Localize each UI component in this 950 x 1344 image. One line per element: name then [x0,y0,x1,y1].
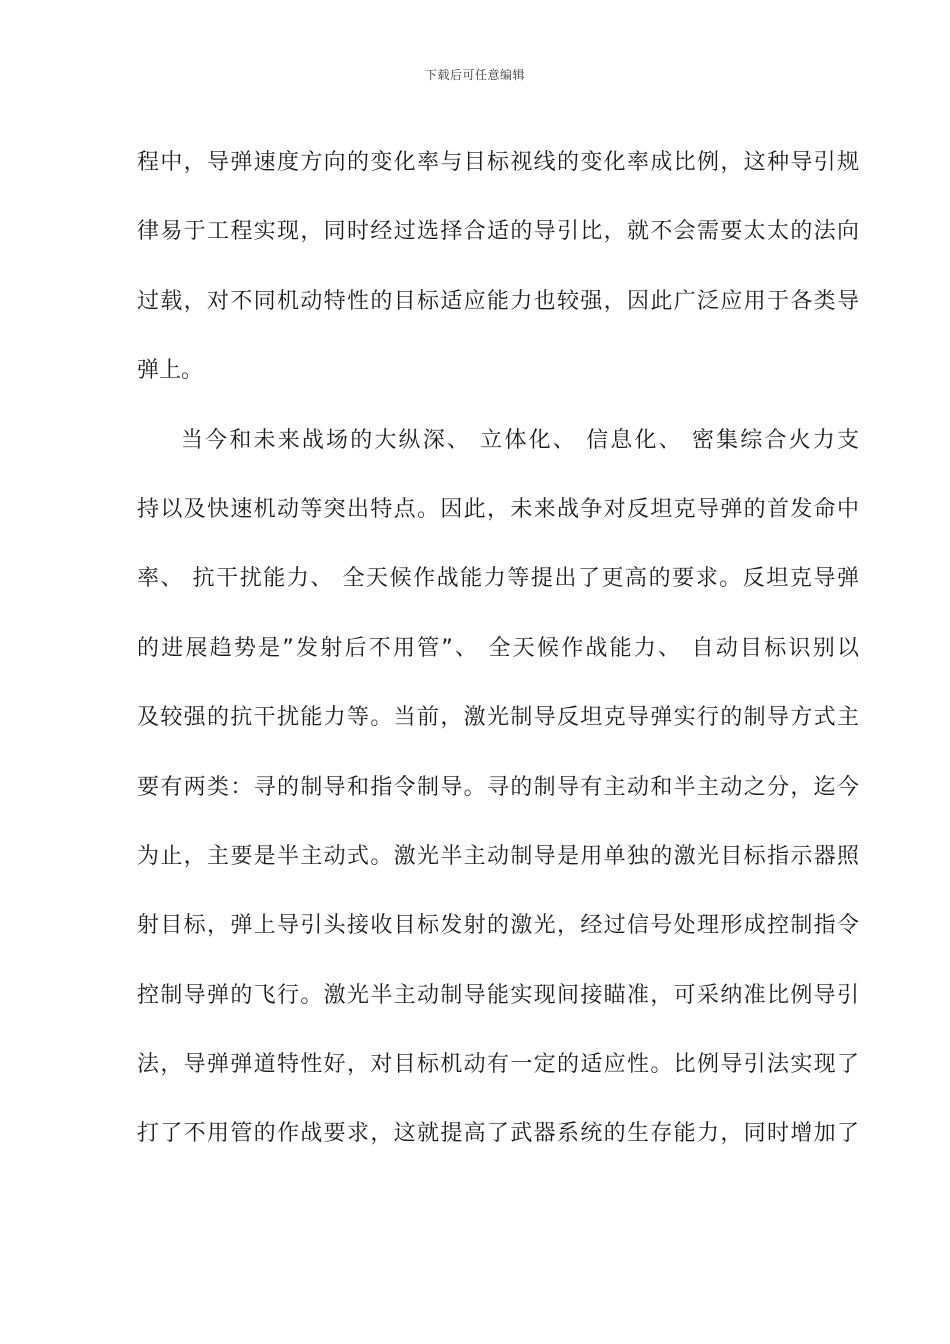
text-line: 律易于工程实现，同时经过选择合适的导引比，就不会需要太太的法向 [137,219,859,245]
text-line: 法，导弹弹道特性好，对目标机动有一定的适应性。比例导引法实现了 [137,1052,859,1078]
text-line: 的进展趋势是”发射后不用管”、 全天候作战能力、 自动目标识别以 [137,635,859,661]
text-line: 过载，对不同机动特性的目标适应能力也较强，因此广泛应用于各类导 [137,288,859,314]
text-line: 弹上。 [137,358,204,384]
text-line: 程中，导弹速度方向的变化率与目标视线的变化率成比例，这种导引规 [137,150,859,175]
paragraph-2 [137,417,859,1180]
text-line: 当今和未来战场的大纵深、 立体化、 信息化、 密集综合火力支 [181,427,859,453]
text-line: 率、 抗干扰能力、 全天候作战能力等提出了更高的要求。反坦克导弹 [137,566,859,592]
text-line: 射目标，弹上导引头接收目标发射的激光，经过信号处理形成控制指令 [137,913,859,939]
text-line: 为止，主要是半主动式。激光半主动制导是用单独的激光目标指示器照 [137,843,859,869]
text-line: 及较强的抗干扰能力等。当前，激光制导反坦克导弹实行的制导方式主 [137,705,859,731]
paragraph-1 [137,139,859,417]
text-line: 打了不用管的作战要求，这就提高了武器系统的生存能力，同时增加了 [137,1121,859,1147]
document-body [137,139,859,1180]
text-line: 要有两类：寻的制导和指令制导。寻的制导有主动和半主动之分，迄今 [137,774,859,800]
text-line: 持以及快速机动等突出特点。因此，未来战争对反坦克导弹的首发命中 [137,496,859,522]
text-line: 控制导弹的飞行。激光半主动制导能实现间接瞄准，可采纳准比例导引 [137,982,859,1008]
page-header: 下载后可任意编辑 [424,68,525,82]
